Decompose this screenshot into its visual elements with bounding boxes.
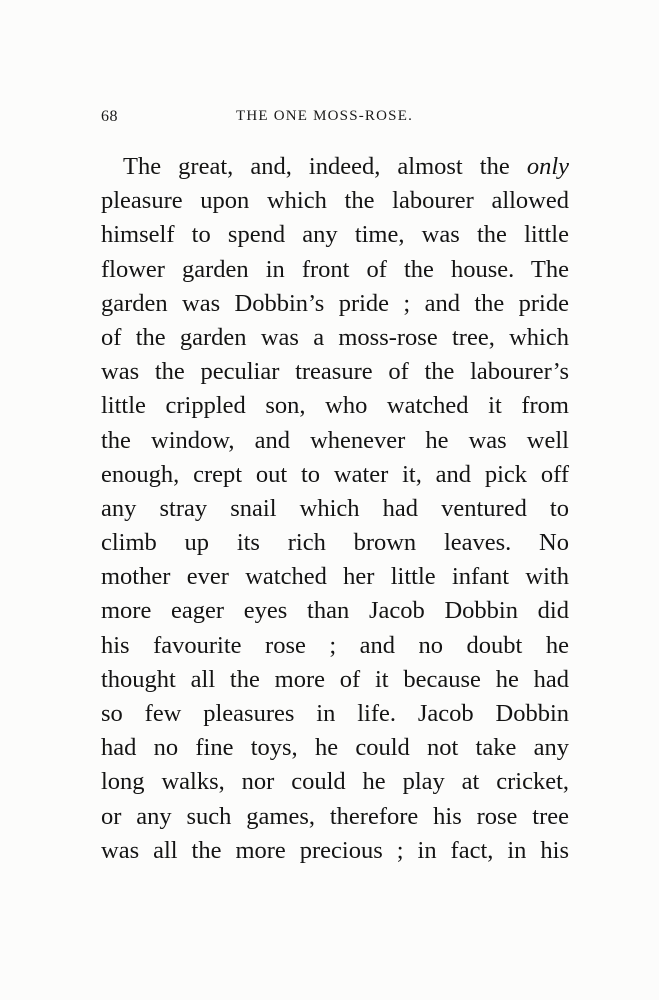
body-paragraph	[101, 150, 569, 868]
text-line: was the peculiar treasure of the labourer’s	[101, 358, 569, 386]
text-line: pleasure upon which the labourer allowed	[101, 187, 569, 215]
text-line: or any such games, therefore his rose tree	[101, 802, 569, 830]
text-line: his favourite rose ; and no doubt he	[101, 631, 569, 659]
text-line: long walks, nor could he play at cricket,	[101, 768, 569, 796]
text-line: so few pleasures in life. Jacob Dobbin	[101, 700, 569, 727]
text-span: The great, and, indeed, almost the	[123, 153, 527, 180]
text-line: flower garden in front of the house. The	[101, 255, 569, 283]
text-line: the window, and whenever he was well	[101, 426, 569, 454]
text-line: any stray snail which had ventured to	[101, 494, 569, 522]
text-line: mother ever watched her little infant with	[101, 563, 569, 591]
italic-word: only	[526, 153, 569, 180]
text-line: of the garden was a moss-rose tree, which	[101, 323, 569, 351]
page-number: 68	[101, 108, 118, 125]
text-line	[101, 150, 569, 184]
running-title: THE ONE MOSS-ROSE.	[236, 108, 414, 124]
text-line: climb up its rich brown leaves. No	[101, 529, 569, 557]
text-line: little crippled son, who watched it from	[101, 392, 569, 420]
running-head	[101, 108, 569, 132]
text-line: garden was Dobbin’s pride ; and the pride	[101, 289, 569, 317]
text-line: himself to spend any time, was the little	[101, 221, 569, 249]
text-line: had no fine toys, he could not take any	[101, 734, 569, 762]
text-line: enough, crept out to water it, and pick off	[101, 460, 569, 488]
text-line: was all the more precious ; in fact, in his	[101, 836, 569, 864]
text-line: more eager eyes than Jacob Dobbin did	[101, 597, 569, 625]
text-line: thought all the more of it because he had	[101, 665, 569, 693]
